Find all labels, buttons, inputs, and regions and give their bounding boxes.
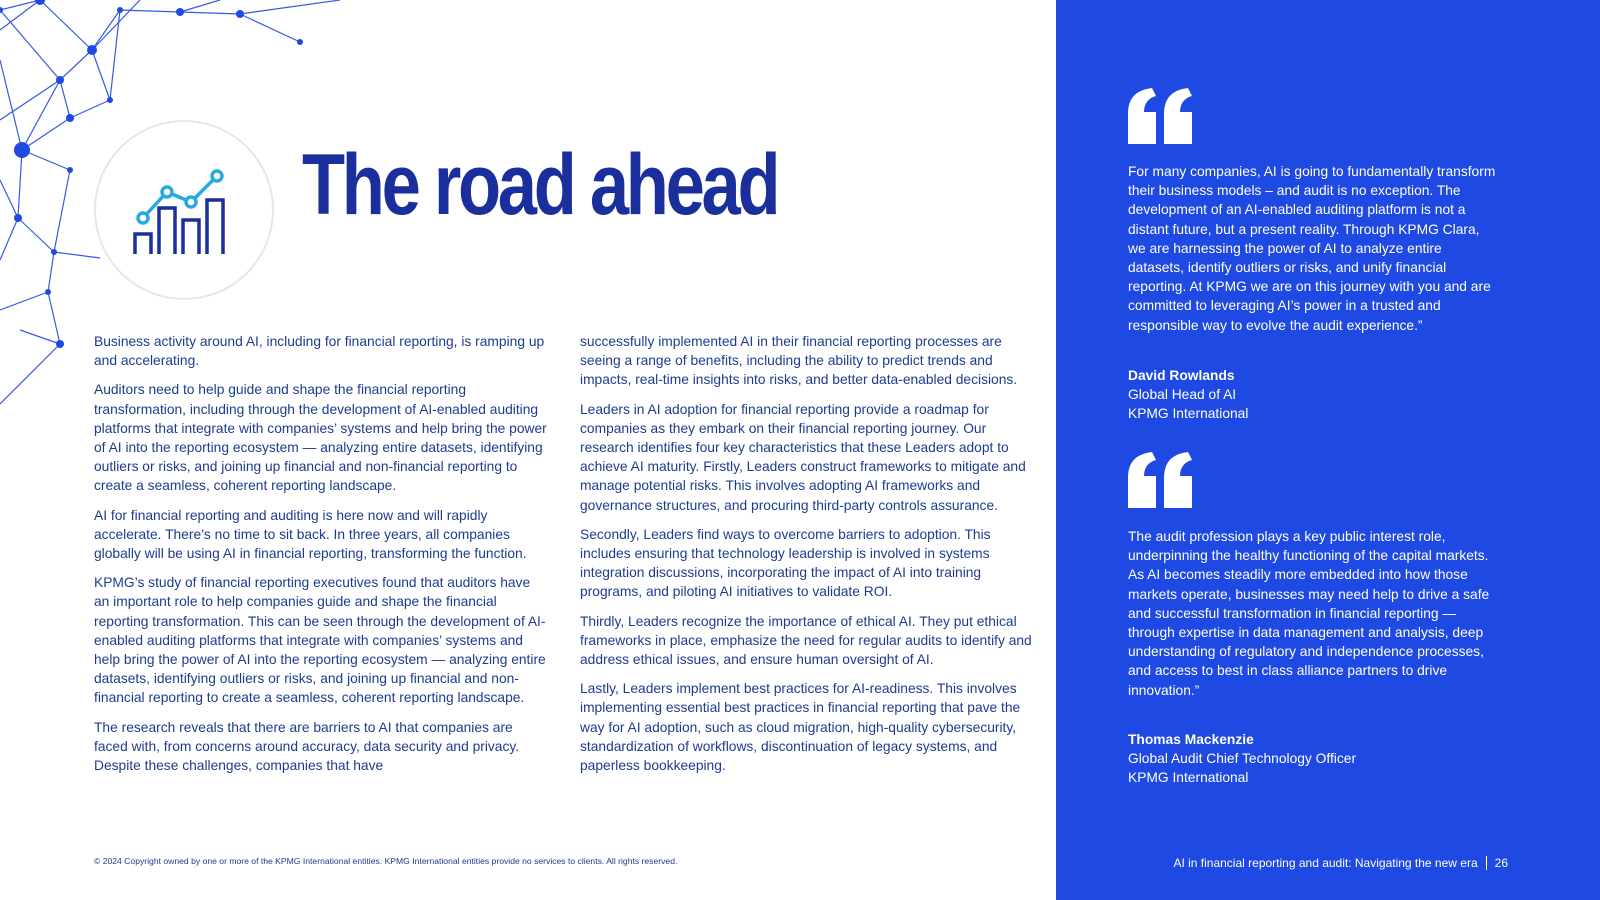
page-footer <box>1173 856 1508 870</box>
quote-author-role: Global Audit Chief Technology Officer <box>1128 751 1357 767</box>
publication-title: AI in financial reporting and audit: Navigating the new era <box>1173 856 1478 870</box>
paragraph: Leaders in AI adoption for financial reporting provide a roadmap for companies as they embark on their financial reporting journey. Our research identifies four key characteristics that these Leaders adopt to achieve AI maturity. Firstly, Leaders construct frameworks to mitigate and manage potential risks. This involves adopting AI frameworks and governance structures, and procuring third-party controls assurance. <box>580 401 1026 513</box>
paragraph: successfully implemented AI in their financial reporting processes are seeing a range of benefits, including the ability to predict trends and impacts, real-time insights into risks, and better data-enabled decisions. <box>580 334 1018 388</box>
quote-text: For many companies, AI is going to fundamentally transform their business models – and audit is no exception. The development of an AI-enabled auditing platform is not a distant future, but a present reality. Through KPMG Clara, we are harnessing the power of AI to analyze entire datasets, identify outliers or risks, and unify financial reporting. At KPMG we are on this journey with you and are committed to leveraging AI’s power in a trusted and responsible way to evolve the audit experience.” <box>1128 164 1496 333</box>
paragraph: Business activity around AI, including for financial reporting, is ramping up and accelerating. <box>94 334 545 369</box>
bar-line-chart-icon <box>129 162 239 258</box>
quote-author-name: David Rowlands <box>1128 368 1235 383</box>
quote-author-org: KPMG International <box>1128 770 1249 786</box>
right-column <box>580 332 1036 785</box>
paragraph: Auditors need to help guide and shape the financial reporting transformation, including through the development of AI-enabled auditing platforms that integrate with companies’ systems and help bring the power of AI into the reporting ecosystem — analyzing entire datasets, identifying outliers or risks, and joining up financial and non-financial reporting to create a seamless, coherent reporting landscape. <box>94 382 547 494</box>
footer-divider <box>1486 856 1487 870</box>
quote-author-org: KPMG International <box>1128 406 1249 422</box>
left-column <box>94 332 548 785</box>
page-number: 26 <box>1494 856 1508 870</box>
quote-mark-icon <box>1128 452 1194 508</box>
quote-author-role: Global Head of AI <box>1128 387 1237 403</box>
chart-icon-badge <box>94 120 274 300</box>
paragraph: Secondly, Leaders find ways to overcome barriers to adoption. This includes ensuring that technology leadership is involved in systems integration discussions, incorporating the impact of AI into training programs, and piloting AI initiatives to validate ROI. <box>580 526 991 600</box>
paragraph: AI for financial reporting and auditing is here now and will rapidly accelerate. There’s no time to sit back. In three years, all companies globally will be using AI in financial reporting, transforming the function. <box>94 507 527 562</box>
paragraph: KPMG’s study of financial reporting executives found that auditors have an important role to help companies guide and shape the financial reporting transformation. This can be seen through the development of AI-enabled auditing platforms that integrate with companies’ systems and help bring the power of AI into the reporting ecosystem — analyzing entire datasets, identifying outliers or risks, and joining up financial and non-financial reporting to create a seamless, coherent reporting landscape. <box>94 575 546 706</box>
quote-mark-icon <box>1128 88 1194 144</box>
quote-text: The audit profession plays a key public interest role, underpinning the healthy functioning of the capital markets. As AI becomes steadily more embedded into how those markets operate, businesses may need help to drive a safe and successful transformation in financial reporting — through expertise in data management and analysis, deep understanding of regulatory and independence processes, and access to best in class alliance partners to drive innovation.” <box>1128 529 1490 698</box>
quote-sidebar <box>1056 0 1600 900</box>
quote-attribution <box>1128 366 1488 424</box>
paragraph: The research reveals that there are barriers to AI that companies are faced with, from concerns around accuracy, data security and privacy. Despite these challenges, companies that have <box>94 719 520 774</box>
paragraph: Thirdly, Leaders recognize the importance of ethical AI. They put ethical frameworks in place, emphasize the need for regular audits to identify and address ethical issues, and ensure human oversight of AI. <box>580 613 1032 668</box>
quote-author-name: Thomas Mackenzie <box>1128 732 1254 747</box>
copyright-notice: © 2024 Copyright owned by one or more of the KPMG International entities. KPMG International entities provide no services to clients. All rights reserved. <box>94 856 678 866</box>
paragraph: Lastly, Leaders implement best practices for AI-readiness. This involves implementing essential best practices in financial reporting that pave the way for AI adoption, such as cloud migration, high-quality cybersecurity, standardization of workflows, discontinuation of legacy systems, and paperless bookkeeping. <box>580 681 1021 774</box>
page-title: The road ahead <box>302 137 778 233</box>
quote-attribution <box>1128 730 1488 788</box>
